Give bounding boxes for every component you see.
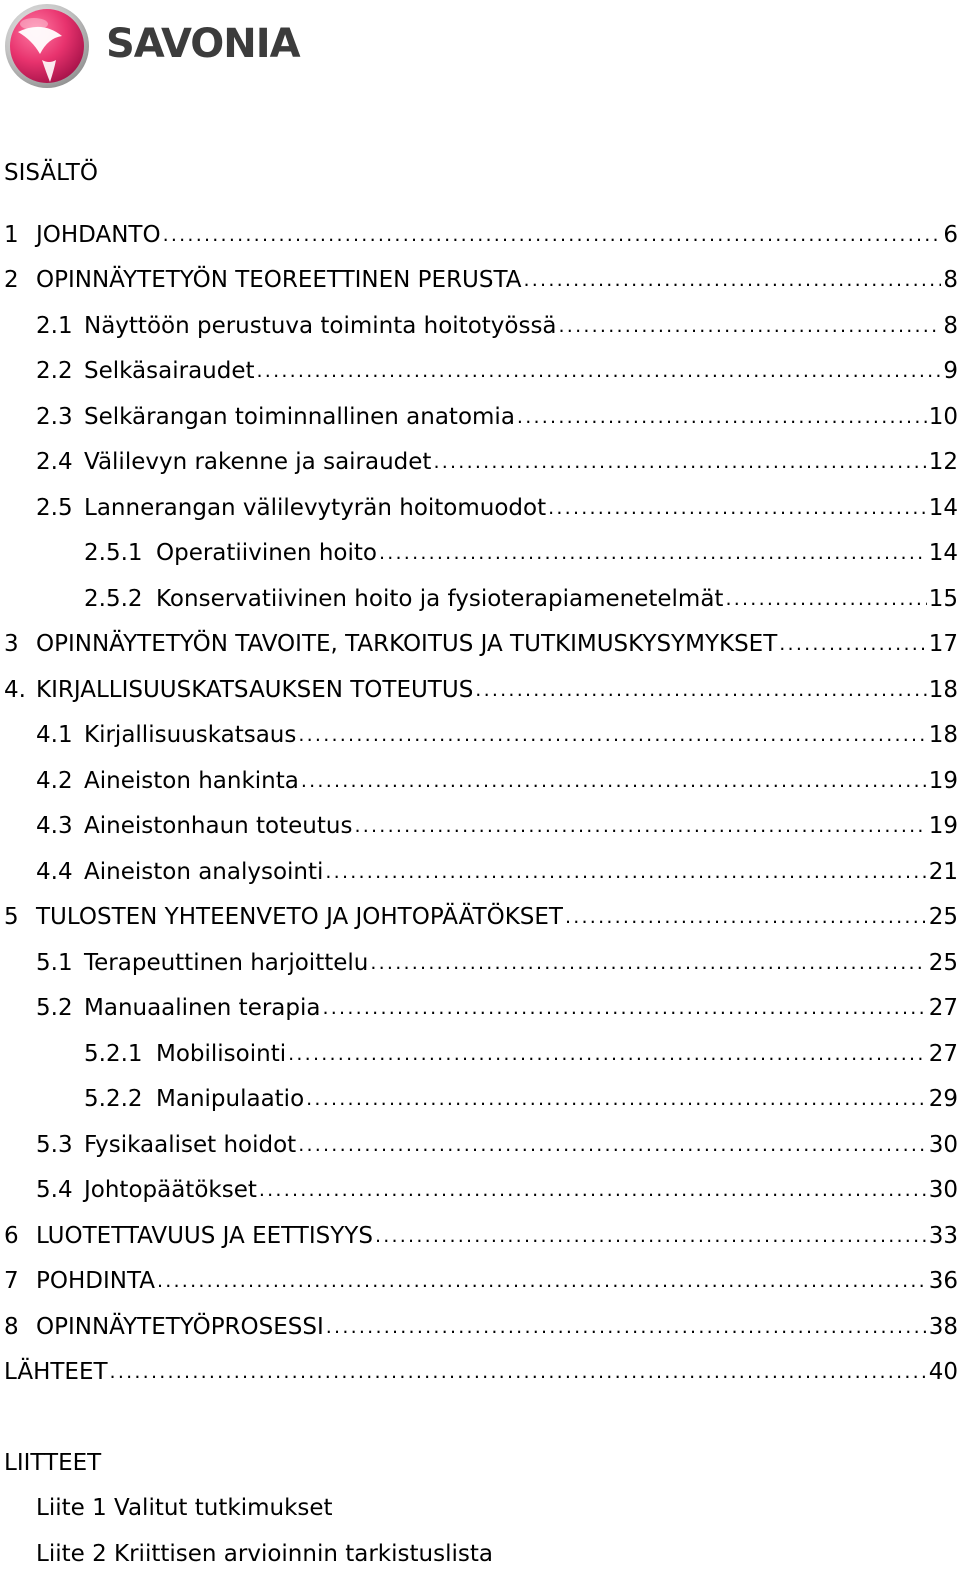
toc-entry[interactable] <box>0 713 958 758</box>
toc-entry-page: 19 <box>928 813 958 839</box>
logo-wordmark: SAVONIA <box>106 21 300 67</box>
toc-entry-title: Aineistonhaun toteutus <box>84 813 353 839</box>
toc-entry[interactable] <box>0 212 958 257</box>
toc-dot-leader <box>354 812 926 840</box>
toc-entry[interactable] <box>0 758 958 803</box>
toc-entry-page: 18 <box>928 676 958 703</box>
toc-dot-leader <box>110 1358 927 1386</box>
toc-dot-leader <box>298 721 926 749</box>
toc-entry[interactable] <box>0 849 958 894</box>
toc-dot-leader <box>301 767 927 795</box>
toc-entry-page: 15 <box>928 585 958 612</box>
toc-entry-title: Konservatiivinen hoito ja fysioterapiamenetelmät <box>156 585 724 612</box>
toc-entry-number: 5.2.1 <box>84 1040 143 1067</box>
toc-dot-leader <box>375 1222 927 1250</box>
appendix-item[interactable]: Liite 1 Valitut tutkimukset <box>36 1495 333 1521</box>
toc-dot-leader <box>517 403 927 431</box>
toc-entry-page: 8 <box>943 312 958 339</box>
toc-entry[interactable] <box>0 1168 958 1213</box>
toc-entry-page: 27 <box>928 1040 958 1067</box>
toc-entry-title: POHDINTA <box>36 1268 155 1294</box>
toc-entry-number: 2.3 <box>36 403 73 430</box>
toc-entry-page: 14 <box>928 540 958 566</box>
toc-dot-leader <box>565 903 927 931</box>
toc-dot-leader <box>325 858 926 886</box>
toc-entry[interactable] <box>0 622 958 667</box>
toc-entry-number: 4.3 <box>36 813 73 839</box>
toc-dot-leader <box>433 448 926 476</box>
toc-entry-number: 5.3 <box>36 1131 73 1158</box>
toc-entry-title: LÄHTEET <box>4 1359 108 1385</box>
toc-entry-title: Mobilisointi <box>156 1040 287 1067</box>
toc-entry-title: Kirjallisuuskatsaus <box>84 722 297 748</box>
toc-dot-leader <box>259 1176 927 1204</box>
appendix-heading: LIITTEET <box>4 1450 102 1476</box>
toc-entry[interactable] <box>0 531 958 576</box>
savonia-logo <box>2 2 332 90</box>
toc-entry[interactable] <box>0 1122 958 1167</box>
toc-dot-leader <box>548 494 927 522</box>
toc-entry-number: 6 <box>4 1222 19 1249</box>
toc-entry-number: 5.1 <box>36 949 73 976</box>
toc-entry-page: 36 <box>928 1268 958 1294</box>
toc-entry-title: KIRJALLISUUSKATSAUKSEN TOTEUTUS <box>36 676 474 703</box>
toc-entry-number: 3 <box>4 631 19 657</box>
toc-entry-number: 5.4 <box>36 1177 73 1203</box>
toc-entry-page: 18 <box>928 722 958 748</box>
toc-entry-title: Terapeuttinen harjoittelu <box>84 949 369 976</box>
toc-dot-leader <box>257 357 942 385</box>
toc-dot-leader <box>523 266 941 294</box>
toc-entry-number: 2.1 <box>36 312 73 339</box>
toc-entry[interactable] <box>0 1213 958 1258</box>
toc-entry-title: Välilevyn rakenne ja sairaudet <box>84 449 432 475</box>
toc-entry-number: 4. <box>4 676 26 703</box>
toc-entry-page: 9 <box>943 358 958 384</box>
toc-entry-number: 2.5.2 <box>84 585 143 612</box>
toc-entry-title: Näyttöön perustuva toiminta hoitotyössä <box>84 312 557 339</box>
toc-dot-leader <box>163 221 942 249</box>
toc-entry[interactable] <box>0 1304 958 1349</box>
toc-entry-page: 10 <box>928 403 958 430</box>
toc-entry[interactable] <box>0 1350 958 1395</box>
toc-entry-number: 2.5 <box>36 494 73 521</box>
toc-heading: SISÄLTÖ <box>4 160 98 186</box>
toc-entry-number: 4.1 <box>36 722 73 748</box>
toc-entry-page: 6 <box>943 221 958 248</box>
toc-dot-leader <box>779 630 926 658</box>
toc-entry-number: 1 <box>4 221 19 248</box>
toc-entry-page: 38 <box>928 1313 958 1340</box>
toc-dot-leader <box>157 1267 927 1295</box>
toc-entry-page: 25 <box>928 949 958 976</box>
toc-dot-leader <box>326 1313 927 1341</box>
toc-entry-page: 14 <box>928 494 958 521</box>
toc-dot-leader <box>298 1131 927 1159</box>
toc-entry-page: 12 <box>928 449 958 475</box>
toc-dot-leader <box>322 994 926 1022</box>
toc-entry-title: Aineiston hankinta <box>84 767 299 794</box>
toc-entry-title: Lannerangan välilevytyrän hoitomuodot <box>84 494 547 521</box>
toc-entry-number: 5.2 <box>36 995 73 1021</box>
toc-entry-title: Johtopäätökset <box>84 1177 257 1203</box>
toc-entry-number: 2 <box>4 267 19 293</box>
toc-entry-page: 17 <box>928 631 958 657</box>
toc-entry-number: 8 <box>4 1313 19 1340</box>
toc-entry-number: 4.4 <box>36 858 73 885</box>
toc-entry-title: Operatiivinen hoito <box>156 540 377 566</box>
toc-entry-number: 2.4 <box>36 449 73 475</box>
toc-entry-number: 5 <box>4 904 19 930</box>
toc-entry[interactable] <box>0 485 958 530</box>
toc-entry[interactable] <box>0 349 958 394</box>
toc-entry-title: Aineiston analysointi <box>84 858 324 885</box>
savonia-logo-mark-icon <box>2 2 92 90</box>
toc-entry-number: 4.2 <box>36 767 73 794</box>
toc-entry-page: 27 <box>928 995 958 1021</box>
toc-entry[interactable] <box>0 667 958 712</box>
toc-entry-page: 30 <box>928 1131 958 1158</box>
toc-entry[interactable] <box>0 895 958 940</box>
toc-entry-page: 30 <box>928 1177 958 1203</box>
toc-entry[interactable] <box>0 940 958 985</box>
toc-entry-title: Selkärangan toiminnallinen anatomia <box>84 403 515 430</box>
toc-dot-leader <box>475 676 926 704</box>
toc-entry-number: 5.2.2 <box>84 1086 143 1112</box>
toc-entry-page: 40 <box>928 1359 958 1385</box>
toc-entry[interactable] <box>0 986 958 1031</box>
toc-entry-page: 29 <box>928 1086 958 1112</box>
appendix-item[interactable]: Liite 2 Kriittisen arvioinnin tarkistuslista <box>36 1541 493 1567</box>
toc-entry[interactable] <box>0 1259 958 1304</box>
toc-entry-title: LUOTETTAVUUS JA EETTISYYS <box>36 1222 373 1249</box>
toc-entry-page: 25 <box>928 904 958 930</box>
toc-entry-number: 2.5.1 <box>84 540 143 566</box>
toc-entry-title: Fysikaaliset hoidot <box>84 1131 297 1158</box>
toc-dot-leader <box>306 1085 927 1113</box>
toc-entry[interactable] <box>0 1031 958 1076</box>
toc-entry-title: JOHDANTO <box>36 221 161 248</box>
toc-entry-number: 7 <box>4 1268 19 1294</box>
toc-dot-leader <box>379 539 927 567</box>
toc-entry[interactable] <box>0 394 958 439</box>
toc-dot-leader <box>725 585 926 613</box>
toc-entry-title: Selkäsairaudet <box>84 358 255 384</box>
toc-dot-leader <box>288 1040 927 1068</box>
toc-entry-title: Manipulaatio <box>156 1086 305 1112</box>
toc-entry-title: TULOSTEN YHTEENVETO JA JOHTOPÄÄTÖKSET <box>36 904 563 930</box>
toc-entry-page: 33 <box>928 1222 958 1249</box>
toc-entry[interactable] <box>0 258 958 303</box>
toc-dot-leader <box>559 312 942 340</box>
toc-entry-page: 19 <box>928 767 958 794</box>
toc-entry-page: 21 <box>928 858 958 885</box>
toc-entry[interactable] <box>0 440 958 485</box>
toc-dot-leader <box>370 949 926 977</box>
toc-entry-page: 8 <box>943 267 958 293</box>
toc-entry[interactable] <box>0 303 958 348</box>
toc-entry[interactable] <box>0 1077 958 1122</box>
toc-entry[interactable] <box>0 804 958 849</box>
toc-entry-title: OPINNÄYTETYÖN TAVOITE, TARKOITUS JA TUTKIMUSKYSYMYKSET <box>36 631 778 657</box>
toc-entry-number: 2.2 <box>36 358 73 384</box>
toc-entry-title: OPINNÄYTETYÖN TEOREETTINEN PERUSTA <box>36 267 522 293</box>
toc-entry-title: Manuaalinen terapia <box>84 995 321 1021</box>
toc-entry[interactable] <box>0 576 958 621</box>
toc-entry-title: OPINNÄYTETYÖPROSESSI <box>36 1313 324 1340</box>
